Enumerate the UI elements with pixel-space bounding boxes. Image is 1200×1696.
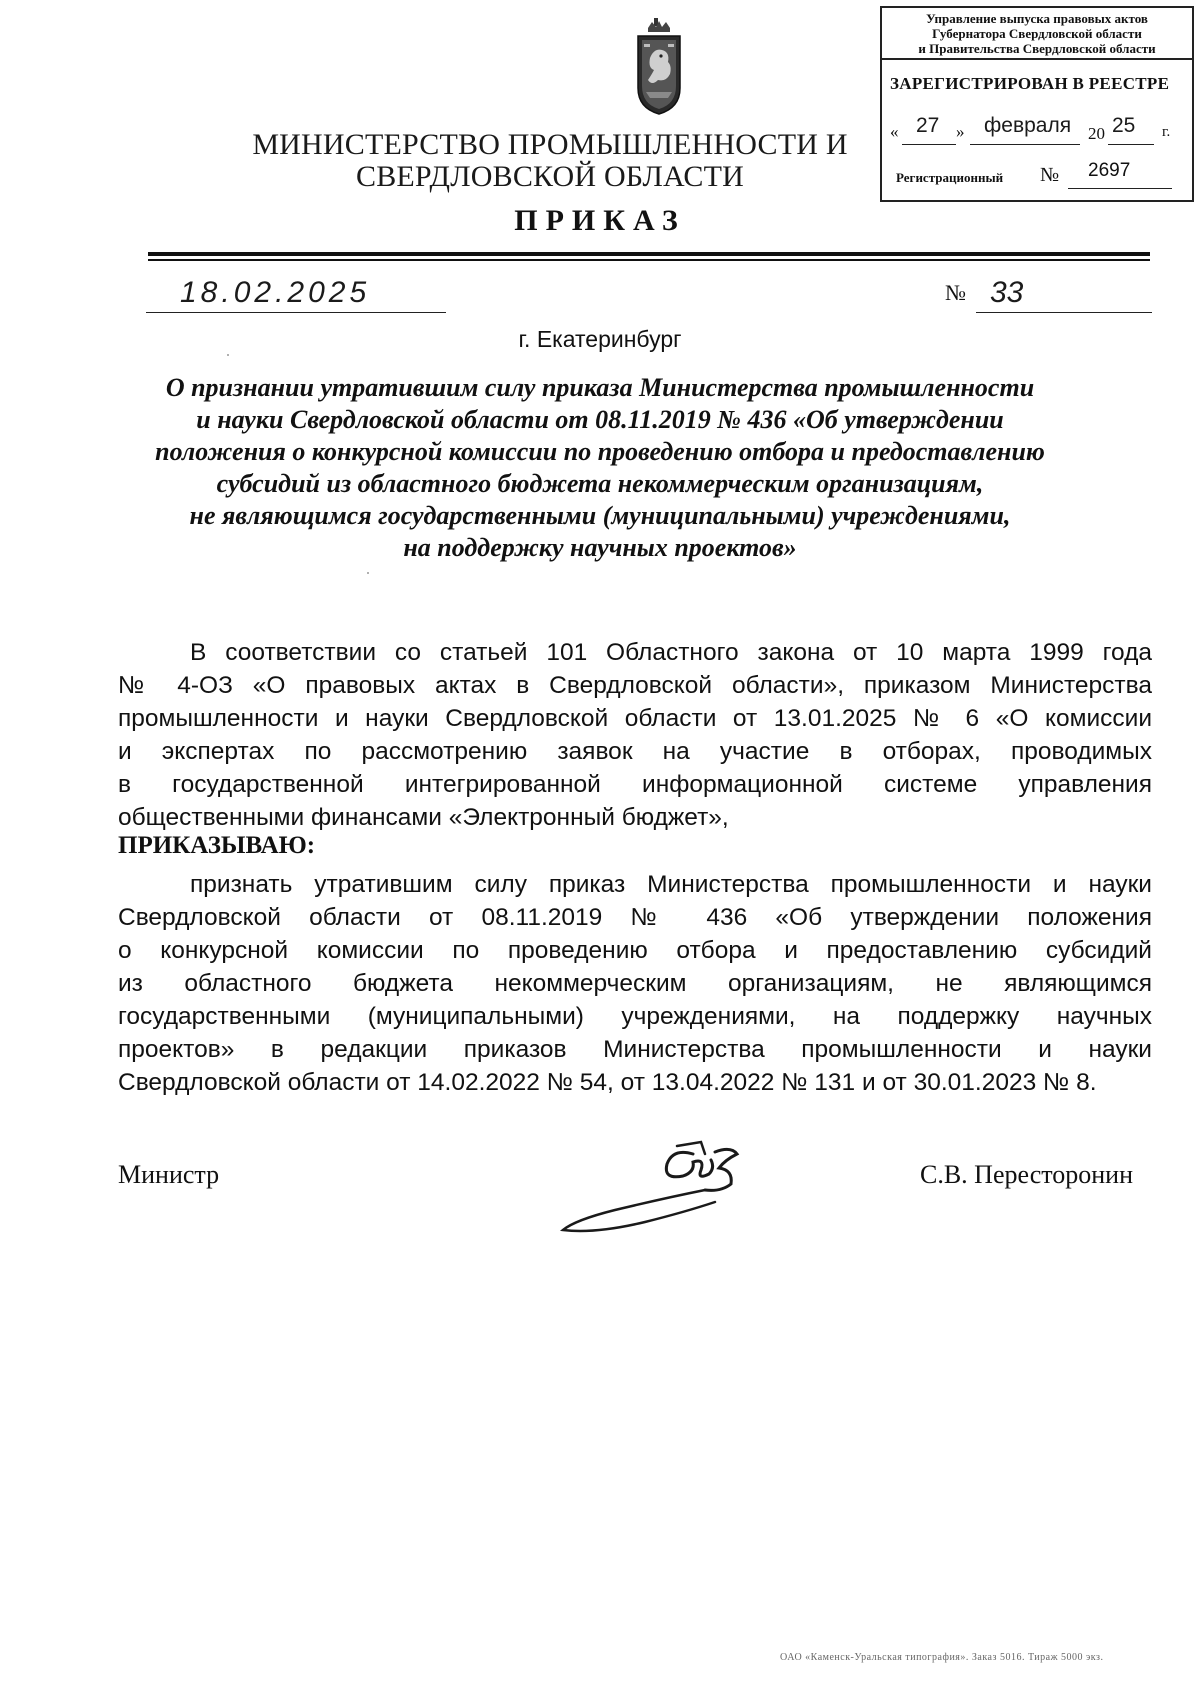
- stamp-year-unit: г.: [1162, 124, 1171, 140]
- registry-stamp: [880, 6, 1194, 202]
- subject-line: субсидий из областного бюджета некоммерческим организациям,: [216, 469, 984, 498]
- header-divider-thick: [148, 252, 1150, 256]
- stamp-quote-open: «: [890, 122, 899, 141]
- order-city: г. Екатеринбург: [518, 326, 682, 352]
- stamp-month: февраля: [984, 114, 1072, 137]
- preamble-line: в государственной интегрированной информационной системе управления: [118, 771, 1152, 798]
- stamp-year-prefix: 20: [1088, 124, 1105, 143]
- stamp-reg-sign: №: [1040, 164, 1060, 186]
- print-imprint: ОАО «Каменск-Уральская типография». Заказ 5016. Тираж 5000 экз.: [780, 1652, 1104, 1663]
- scan-speck: [367, 572, 369, 574]
- scan-speck: [227, 354, 229, 356]
- decision-line: из областного бюджета некоммерческим организациям, не являющимся: [118, 970, 1152, 997]
- signatory-title: Министр: [118, 1160, 220, 1189]
- stamp-number-row: [890, 158, 1190, 192]
- document-type-title: ПРИКАЗ: [514, 204, 686, 237]
- subject-line: не являющимся государственными (муниципальными) учреждениями,: [189, 501, 1011, 530]
- decision-paragraph: [118, 868, 1152, 1099]
- subject-line: положения о конкурсной комиссии по проведению отбора и предоставлению: [155, 437, 1045, 466]
- oblast-coat-of-arms-icon: [628, 18, 690, 116]
- order-number: 33: [990, 276, 1024, 309]
- preamble-line: промышленности и науки Свердловской области от 13.01.2025 № 6 «О комиссии: [118, 705, 1152, 732]
- stamp-date-row: [890, 114, 1190, 146]
- header-divider-thin: [148, 259, 1150, 261]
- order-date-underline: [146, 312, 446, 313]
- stamp-issuer-line: Управление выпуска правовых актов: [926, 11, 1148, 26]
- subject-line: О признании утратившим силу приказа Министерства промышленности: [165, 373, 1035, 402]
- stamp-issuer-line: Губернатора Свердловской области: [932, 26, 1142, 41]
- preamble-line: № 4-ОЗ «О правовых актах в Свердловской области», приказом Министерства: [118, 672, 1152, 699]
- preamble-line: и экспертах по рассмотрению заявок на участие в отборах, проводимых: [118, 738, 1152, 765]
- stamp-reg-label: Регистрационный: [896, 170, 1004, 185]
- stamp-issuer: [882, 8, 1192, 60]
- order-number-underline: [976, 312, 1152, 313]
- stamp-day: 27: [916, 114, 940, 137]
- preamble-line: В соответствии со статьей 101 Областного закона от 10 марта 1999 года: [190, 639, 1152, 666]
- subject-line: и науки Свердловской области от 08.11.2019 № 436 «Об утверждении: [196, 405, 1004, 434]
- preamble-line: общественными финансами «Электронный бюджет»,: [118, 804, 729, 831]
- decision-line: о конкурсной комиссии по проведению отбора и предоставлению субсидий: [118, 937, 1152, 964]
- decision-line: Свердловской области от 08.11.2019 № 436 «Об утверждении положения: [118, 904, 1152, 931]
- handwritten-signature-icon: [555, 1140, 785, 1240]
- decision-line: государственными (муниципальными) учреждениями, на поддержку научных: [118, 1003, 1152, 1030]
- order-number-sign: №: [945, 280, 966, 305]
- decision-line: Свердловской области от 14.02.2022 № 54, от 13.04.2022 № 131 и от 30.01.2023 № 8.: [118, 1069, 1097, 1096]
- stamp-quote-close: »: [956, 122, 965, 141]
- stamp-year-suffix: 25: [1112, 114, 1136, 137]
- ministry-name-line2: СВЕРДЛОВСКОЙ ОБЛАСТИ: [355, 160, 745, 193]
- stamp-issuer-line: и Правительства Свердловской области: [918, 41, 1156, 56]
- signatory-name: С.В. Пересторонин: [920, 1160, 1133, 1189]
- stamp-reg-number: 2697: [1088, 160, 1131, 181]
- order-date: 18.02.2025: [180, 276, 371, 309]
- subject-line: на поддержку научных проектов»: [403, 533, 797, 562]
- decision-line: признать утратившим силу приказ Министерства промышленности и науки: [190, 871, 1152, 898]
- stamp-registered-label: ЗАРЕГИСТРИРОВАН В РЕЕСТРЕ: [890, 74, 1170, 93]
- decision-line: проектов» в редакции приказов Министерства промышленности и науки: [118, 1036, 1152, 1063]
- command-word: ПРИКАЗЫВАЮ:: [118, 832, 316, 859]
- preamble-paragraph: [118, 636, 1152, 834]
- ministry-name-line1: МИНИСТЕРСТВО ПРОМЫШЛЕННОСТИ И: [252, 128, 848, 161]
- order-subject: [120, 372, 1080, 564]
